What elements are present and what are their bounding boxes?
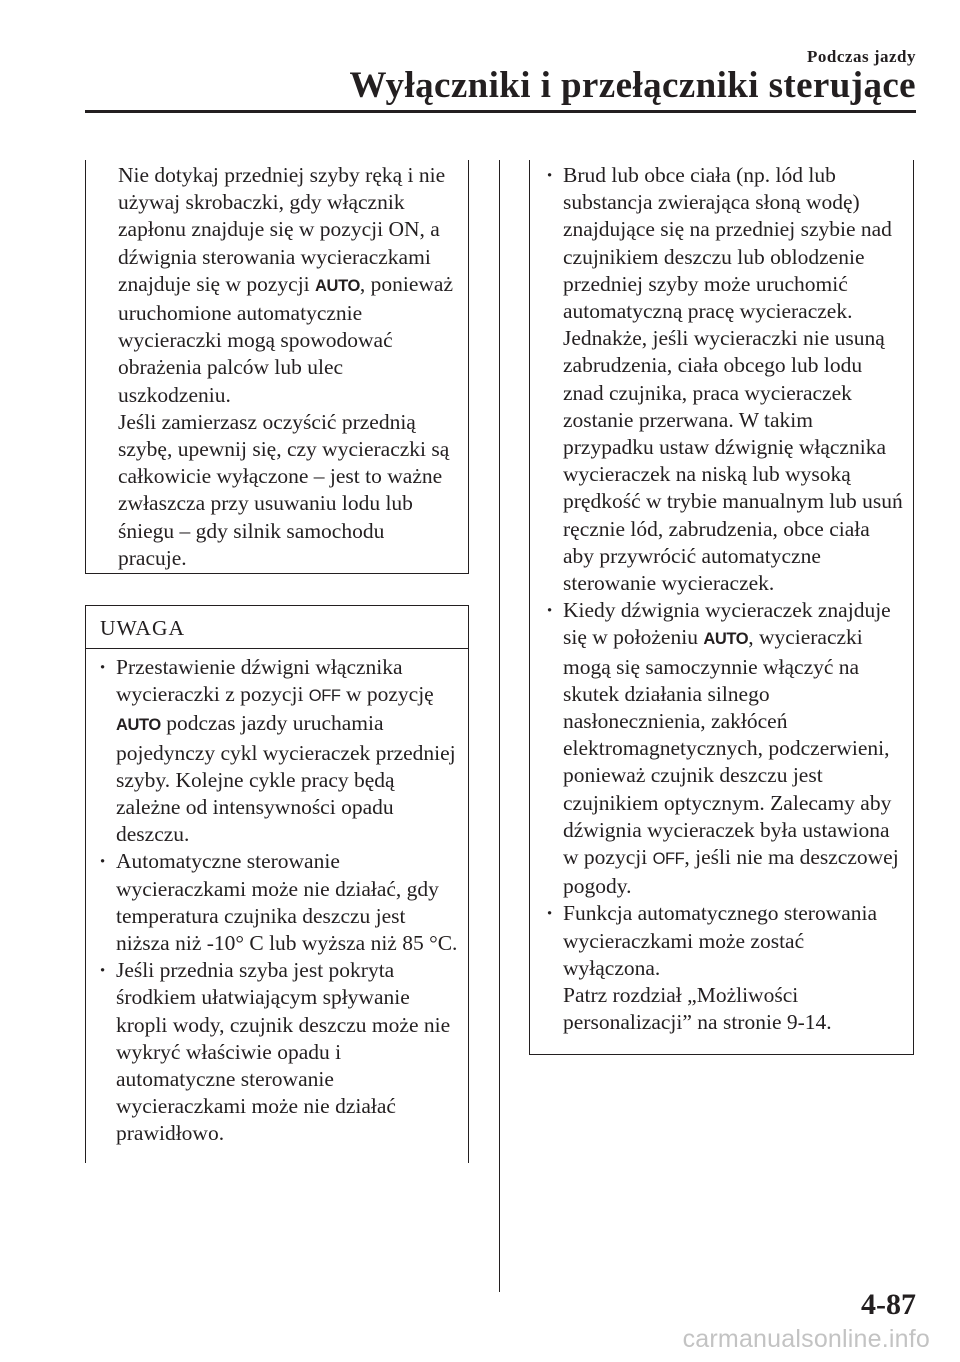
watermark: carmanualsonline.info (682, 1325, 930, 1353)
note-body (86, 649, 468, 1148)
section-label: Podczas jazdy (807, 47, 916, 66)
auto-position-mark: AUTO (315, 276, 360, 295)
page-title: Wyłączniki i przełączniki sterujące (349, 65, 916, 106)
right-bullet-3: · Funkcja automatycznego sterowania wycieraczkami może zostać wyłączona. Patrz rozdział „Możliwości personalizacji” na stronie 9-14. (546, 900, 905, 1036)
off-position-mark: OFF (652, 850, 685, 869)
note-box (85, 605, 469, 1163)
right-bullet-2: · Kiedy dźwignia wycieraczek znajduje się w położeniu AUTO, wycieraczki mogą się samoczynnie włączyć na skutek działania silnego nasłonecznienia, zakłóceń elektromagnetycznych, podczerwieni, ponieważ czujnik deszczu jest czujnikiem optycznym. Zalecamy aby dźwignia wycieraczek była ustawiona w pozycji OFF, jeśli nie ma deszczowej pogody. (546, 597, 905, 900)
column-divider (499, 160, 500, 1292)
right-note-box (529, 160, 914, 1055)
off-position-mark: OFF (308, 687, 341, 706)
auto-position-mark: AUTO (703, 630, 749, 649)
header-divider (85, 110, 916, 113)
warning-box (85, 160, 469, 574)
cross-reference: Patrz rozdział „Możliwości personalizacji” na stronie 9-14. (563, 983, 832, 1035)
auto-position-mark: AUTO (116, 716, 161, 735)
right-bullet-1: · Brud lub obce ciała (np. lód lub substancja zwierająca słoną wodę) znajdujące się na przedniej szybie nad czujnikiem deszczu lub oblodzenie przedniej szyby może uruchomić automatyczną pracę wycieraczek. Jednakże, jeśli wycieraczki nie usuną zabrudzenia, ciała obcego lub lodu znad czujnika, praca wycieraczek zostanie przerwana. W takim przypadku ustaw dźwignię włącznika wycieraczek na niską lub wysoką prędkość w trybie manualnym lub usuń ręcznie lód, zabrudzenia, obce ciała aby przywrócić automatyczne sterowanie wycieraczek. (546, 162, 905, 597)
warning-paragraph-1: Nie dotykaj przedniej szyby ręką i nie używaj skrobaczki, gdy włącznik zapłonu znajduje się w pozycji ON, a dźwignia sterowania wycieraczkami znajduje się w pozycji AUTO, ponieważ uruchomione automatycznie wycieraczki mogą spowodować obrażenia palców lub ulec uszkodzeniu. (118, 163, 454, 407)
note-heading: UWAGA (86, 606, 468, 649)
page-number: 4-87 (861, 1288, 916, 1321)
warning-paragraph-2: Jeśli zamierzasz oczyścić przednią szybę, upewnij się, czy wycieraczki są całkowicie wyłączone – jest to ważne zwłaszcza przy usuwaniu lodu lub śniegu – gdy silnik samochodu pracuje. (118, 409, 450, 570)
note-bullet-3: · Jeśli przednia szyba jest pokryta środkiem ułatwiającym spływanie kropli wody, czujnik deszczu może nie wykryć właściwie opadu i automatyczne sterowanie wycieraczkami może nie działać prawidłowo. (99, 957, 458, 1147)
note-bullet-2: · Automatyczne sterowanie wycieraczkami może nie działać, gdy temperatura czujnika deszczu jest niższa niż -10° C lub wyższa niż 85 °C. (99, 848, 458, 957)
note-bullet-1: · Przestawienie dźwigni włącznika wycieraczki z pozycji OFF w pozycję AUTO podczas jazdy uruchamia pojedynczy cykl wycieraczek przedniej szyby. Kolejne cykle pracy będą zależne od intensywności opadu deszczu. (99, 654, 458, 848)
